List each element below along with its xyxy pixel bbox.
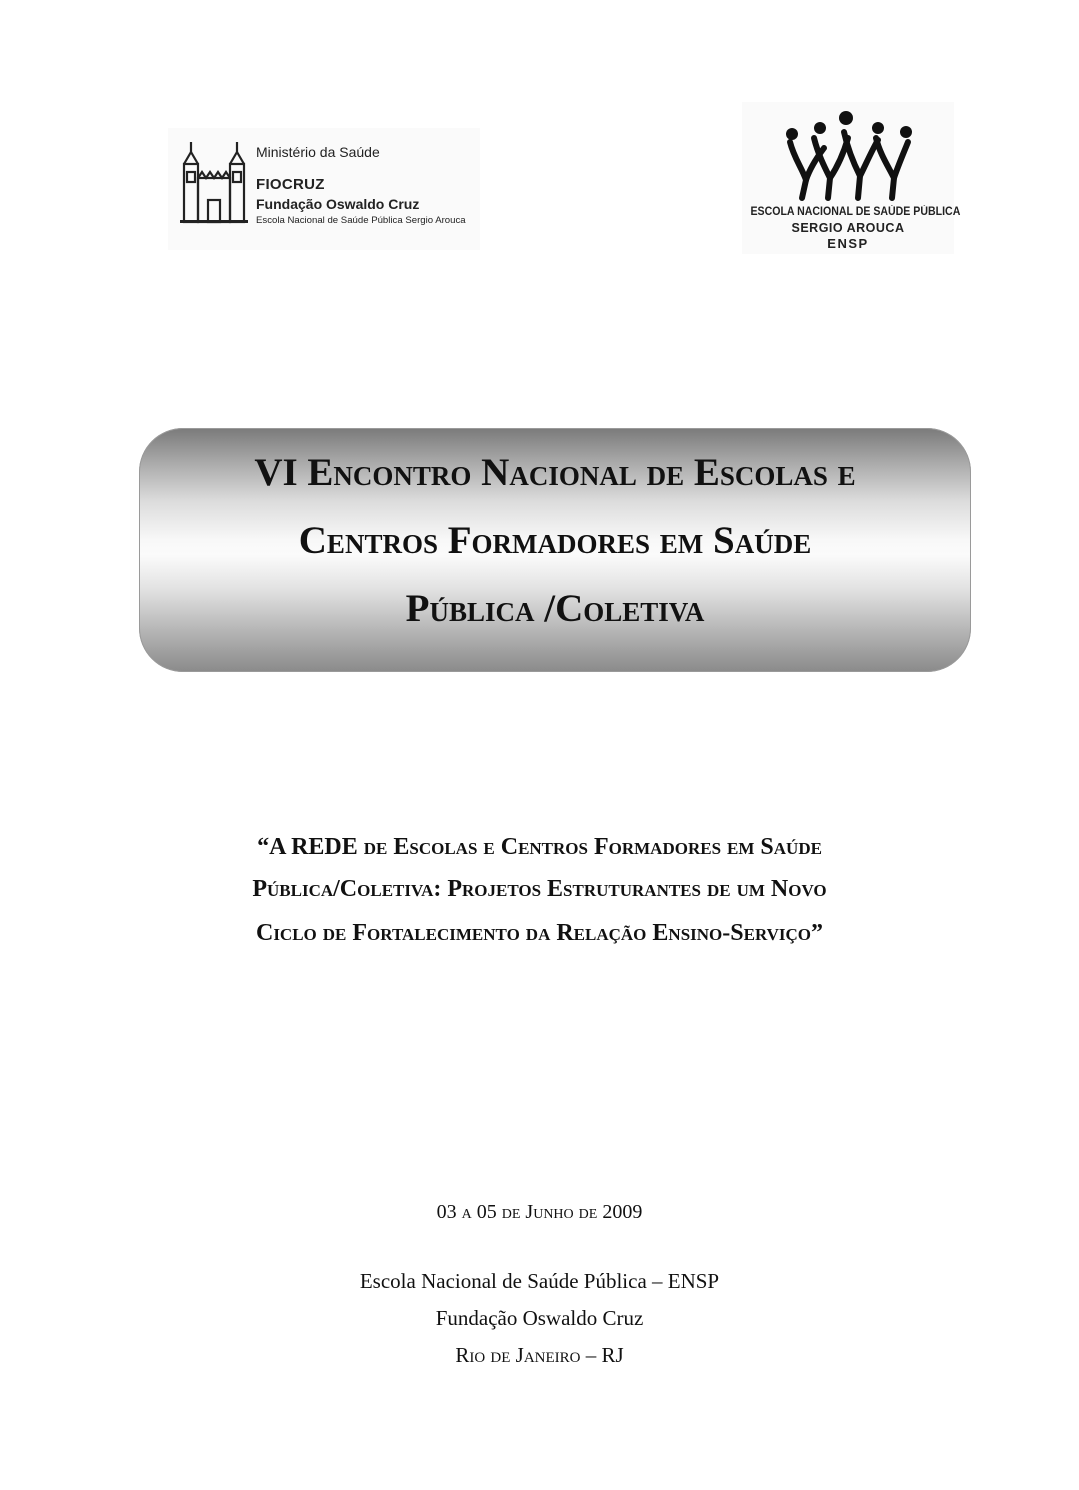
subtitle-line-3: Ciclo de Fortalecimento da Relação Ensino-Serviço”	[255, 920, 824, 946]
footer-foundation: Fundação Oswaldo Cruz	[435, 1306, 644, 1330]
fiocruz-castle-icon	[178, 134, 250, 226]
fiocruz-logo	[168, 128, 480, 250]
ensp-logo	[742, 102, 961, 254]
ensp-people-icon	[780, 108, 916, 204]
title-line-1: VI Encontro Nacional de Escolas e	[254, 451, 856, 494]
ministry-label: Ministério da Saúde	[256, 144, 380, 160]
ensp-sergio-arouca: SERGIO AROUCA	[791, 221, 905, 235]
footer-location: Rio de Janeiro – RJ	[455, 1343, 624, 1367]
ensp-school-name: ESCOLA NACIONAL DE SAÚDE PÚBLICA	[750, 206, 961, 218]
school-label: Escola Nacional de Saúde Pública Sergio Arouca	[256, 215, 466, 226]
subtitle-line-1: “A REDE de Escolas e Centros Formadores em Saúde	[257, 834, 822, 860]
fiocruz-label: FIOCRUZ	[256, 176, 325, 193]
ensp-acronym: ENSP	[827, 236, 869, 251]
subtitle-line-2: Pública/Coletiva: Projetos Estruturantes de um Novo	[252, 876, 827, 902]
title-line-2: Centros Formadores em Saúde	[298, 519, 812, 562]
title-line-3: Pública /Coletiva	[405, 587, 705, 630]
foundation-label: Fundação Oswaldo Cruz	[256, 196, 420, 212]
title-banner	[139, 428, 971, 672]
event-date: 03 a 05 de Junho de 2009	[436, 1201, 643, 1223]
footer-institution: Escola Nacional de Saúde Pública – ENSP	[359, 1269, 720, 1293]
